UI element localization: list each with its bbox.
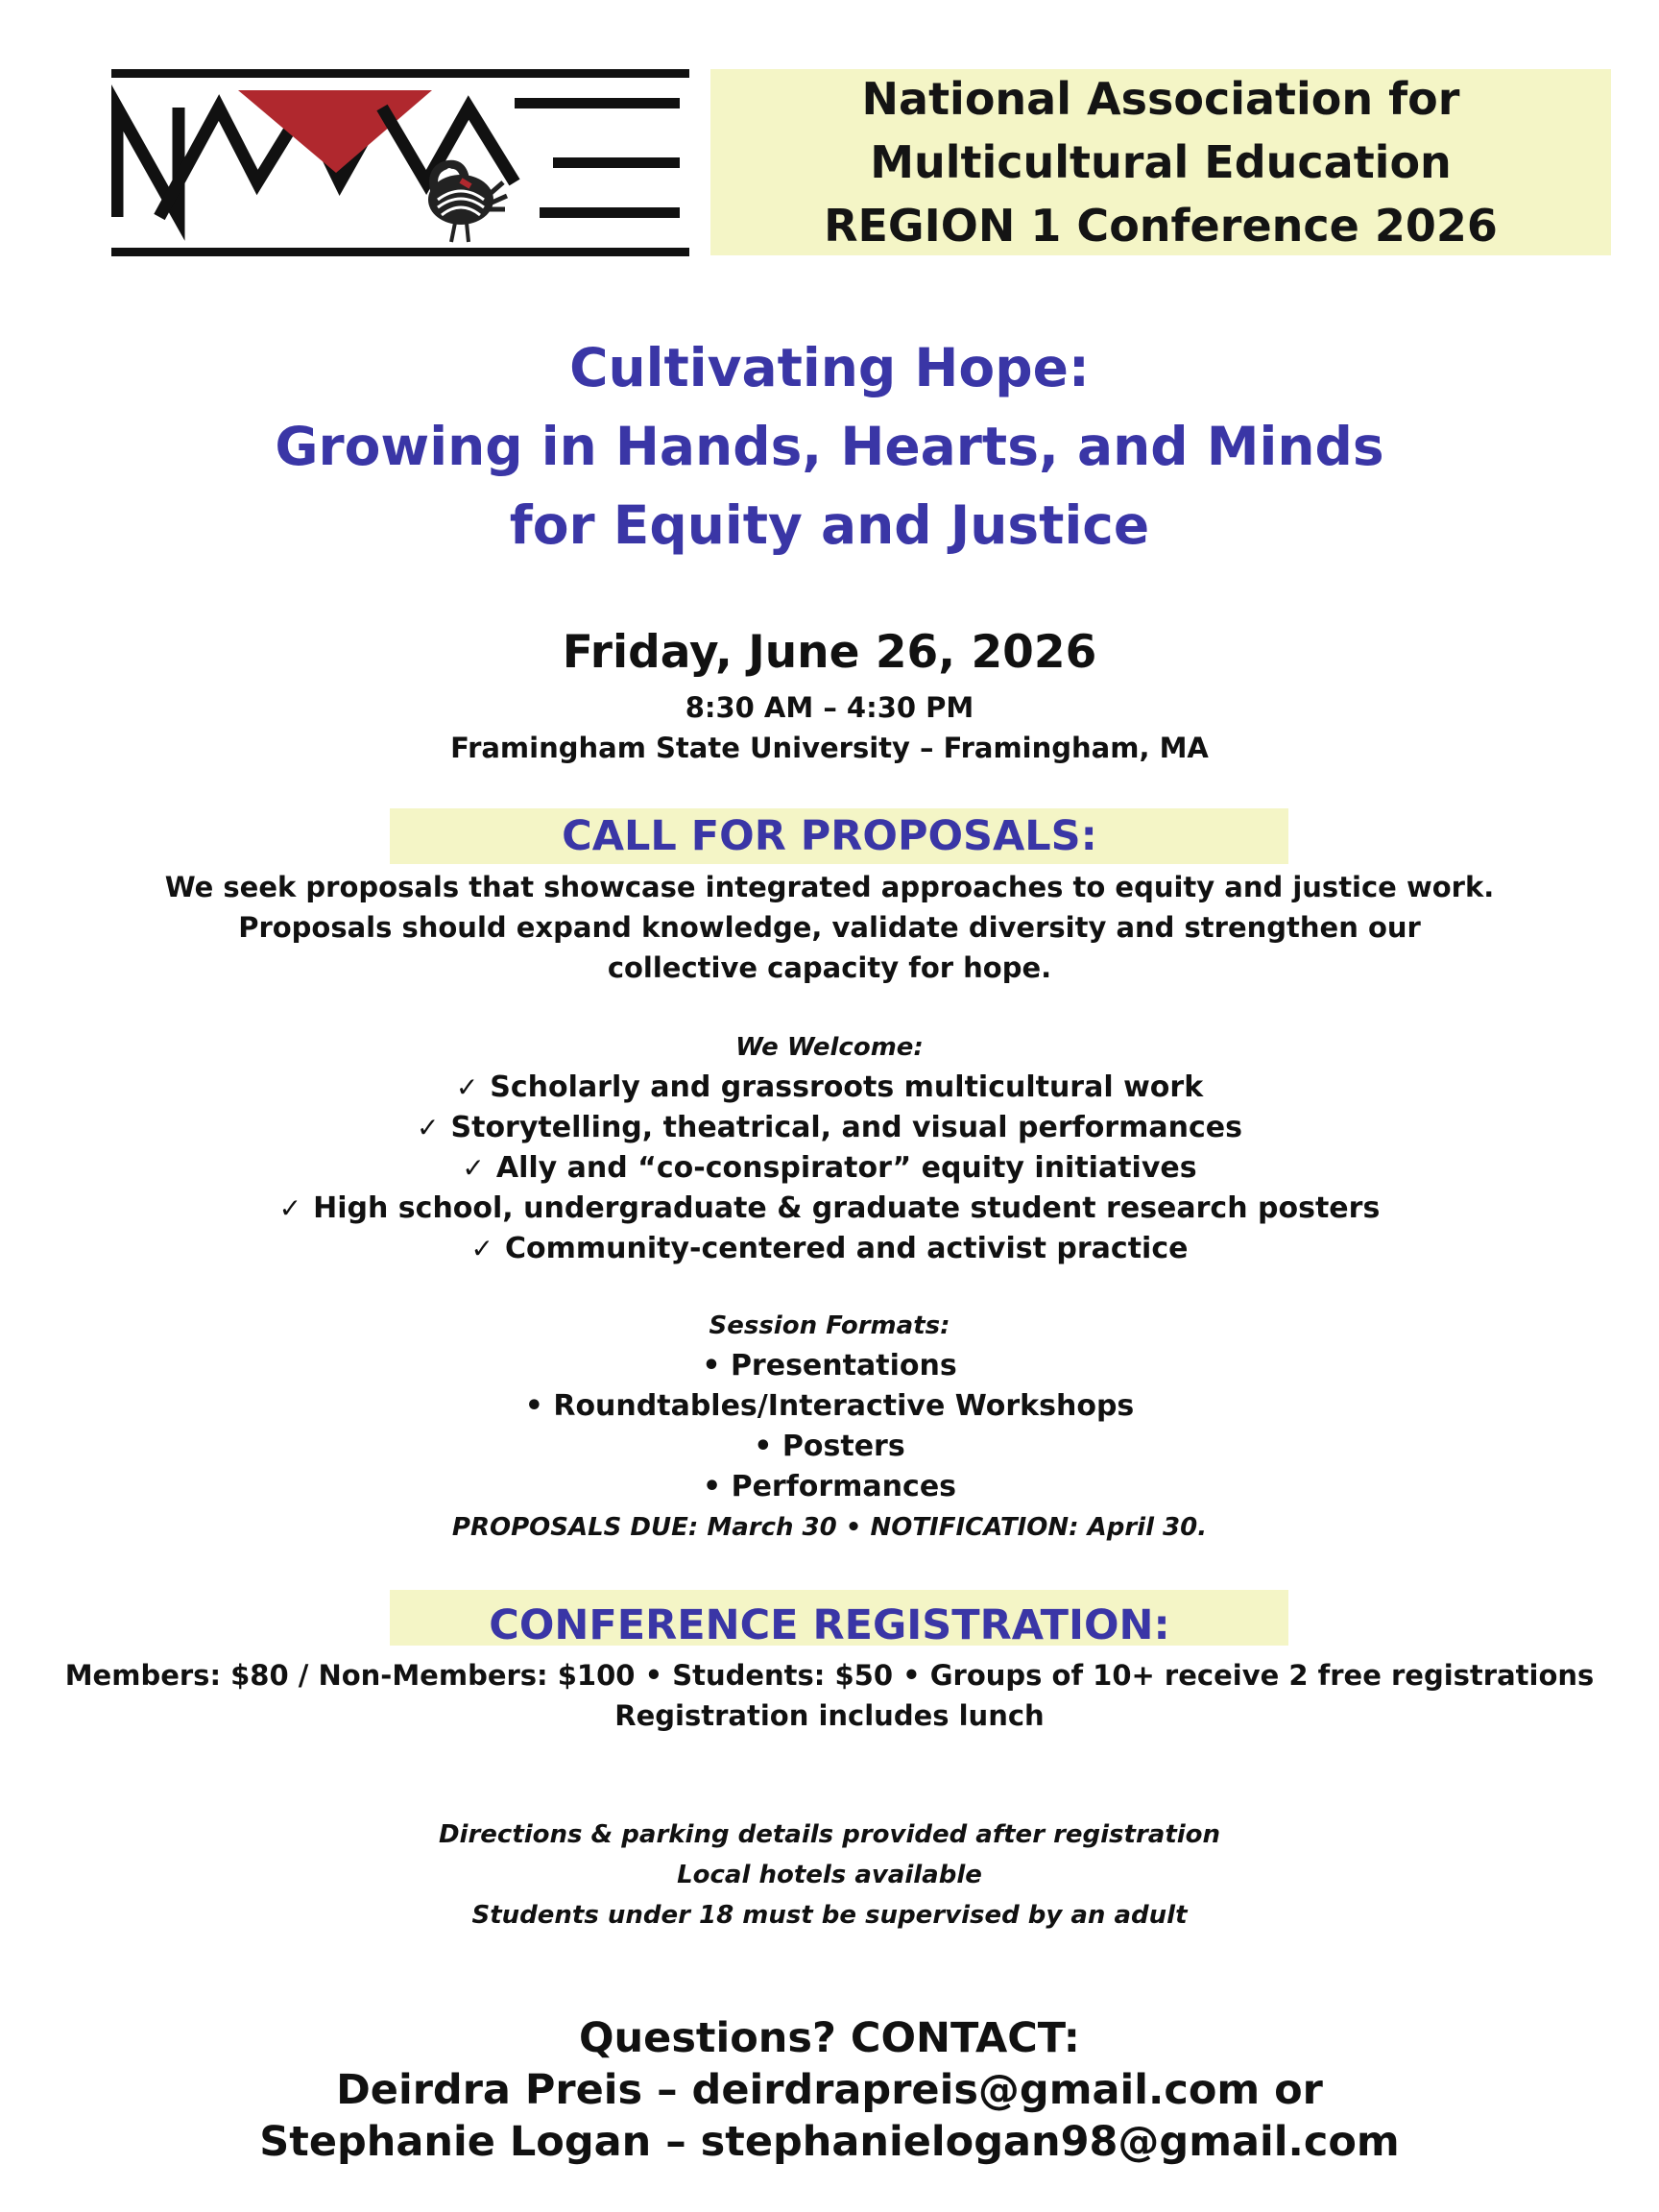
welcome-label: We Welcome: — [735, 1033, 924, 1062]
formats-label: Session Formats: — [709, 1311, 950, 1340]
registration-heading: CONFERENCE REGISTRATION: — [489, 1601, 1170, 1649]
name-logo — [111, 69, 689, 257]
title-line-1: Cultivating Hope: — [569, 337, 1090, 398]
conference-title — [0, 328, 1659, 565]
check-icon: ✓ — [470, 1233, 494, 1264]
check-icon: ✓ — [417, 1112, 440, 1143]
contact-section — [0, 2012, 1659, 2168]
contact-stephanie: Stephanie Logan – stephanielogan98@gmail.com — [259, 2118, 1400, 2166]
check-icon: ✓ — [278, 1192, 302, 1224]
welcome-item — [0, 1108, 1659, 1148]
registration-fees: Members: $80 / Non-Members: $100 • Students: $50 • Groups of 10+ receive 2 free registrations — [64, 1659, 1595, 1692]
welcome-item — [0, 1148, 1659, 1189]
intro-line-3: collective capacity for hope. — [607, 951, 1052, 984]
org-name-line-1: National Association for — [861, 73, 1460, 125]
proposals-intro — [0, 867, 1659, 988]
welcome-item — [0, 1189, 1659, 1229]
registration-details — [0, 1655, 1659, 1736]
note-hotels: Local hotels available — [677, 1861, 982, 1889]
welcome-item — [0, 1229, 1659, 1269]
welcome-list — [0, 1068, 1659, 1269]
welcome-item-text: Scholarly and grassroots multicultural work — [490, 1070, 1204, 1104]
formats-list — [0, 1346, 1659, 1507]
event-venue: Framingham State University – Framingham, MA — [450, 732, 1209, 764]
contact-heading: Questions? CONTACT: — [579, 2014, 1080, 2062]
note-supervision: Students under 18 must be supervised by an adult — [471, 1901, 1188, 1930]
format-item: • Posters — [754, 1430, 905, 1463]
sankofa-bird-icon — [428, 164, 507, 242]
welcome-item-text: High school, undergraduate & graduate student research posters — [313, 1191, 1381, 1225]
format-item: • Roundtables/Interactive Workshops — [524, 1389, 1135, 1423]
org-name-line-2: Multicultural Education — [870, 136, 1452, 188]
intro-line-1: We seek proposals that showcase integrated approaches to equity and justice work. — [164, 871, 1495, 903]
proposals-heading: CALL FOR PROPOSALS: — [562, 812, 1097, 860]
welcome-item — [0, 1068, 1659, 1108]
check-icon: ✓ — [455, 1071, 479, 1103]
intro-line-2: Proposals should expand knowledge, validate diversity and strengthen our — [238, 911, 1421, 944]
welcome-item-text: Ally and “co-conspirator” equity initiatives — [495, 1151, 1197, 1185]
title-line-2: Growing in Hands, Hearts, and Minds — [275, 416, 1384, 477]
registration-includes: Registration includes lunch — [614, 1699, 1045, 1732]
event-time: 8:30 AM – 4:30 PM — [685, 691, 974, 724]
logistics-notes — [0, 1815, 1659, 1936]
proposal-deadlines: PROPOSALS DUE: March 30 • NOTIFICATION: April 30. — [451, 1513, 1208, 1542]
organization-header — [710, 69, 1611, 255]
title-line-3: for Equity and Justice — [509, 494, 1150, 556]
check-icon: ✓ — [462, 1152, 485, 1184]
welcome-item-text: Community-centered and activist practice — [505, 1232, 1189, 1265]
conference-name: REGION 1 Conference 2026 — [824, 200, 1498, 252]
welcome-item-text: Storytelling, theatrical, and visual performances — [450, 1111, 1242, 1144]
event-date: Friday, June 26, 2026 — [562, 626, 1097, 679]
format-item: • Performances — [702, 1470, 957, 1503]
contact-deirdra: Deirdra Preis – deirdrapreis@gmail.com or — [336, 2066, 1323, 2114]
note-directions: Directions & parking details provided after registration — [438, 1820, 1221, 1849]
format-item: • Presentations — [702, 1349, 957, 1382]
